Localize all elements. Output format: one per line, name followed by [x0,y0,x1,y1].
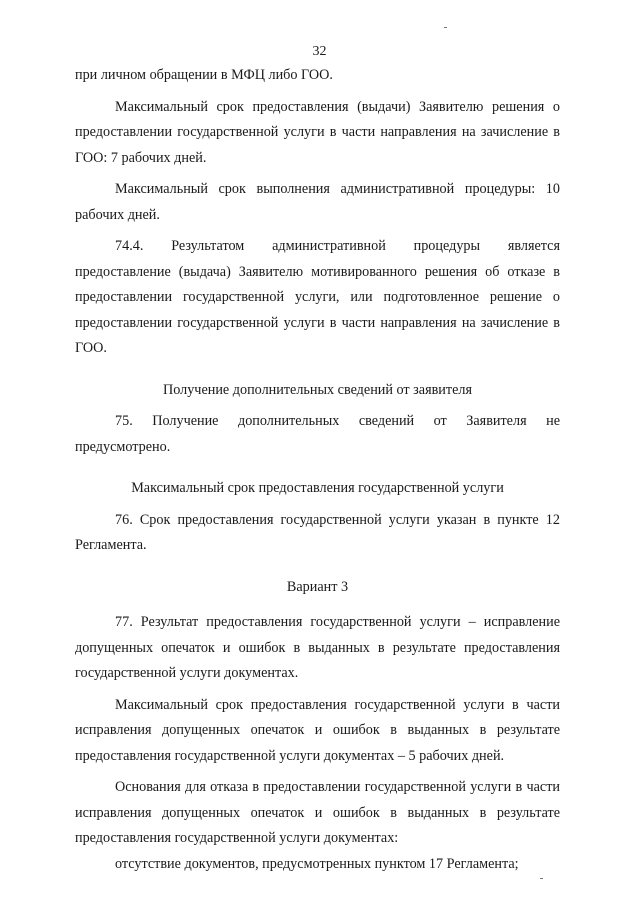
paragraph-8: Максимальный срок предоставления государственной услуги в части исправления допущенных опечаток и ошибок в выданных в результате предоставления государственной услуги документах – 5 рабочих дней. [75,696,560,764]
paragraph-10: отсутствие документов, предусмотренных пунктом 17 Регламента; [115,855,519,872]
paragraph-1: при личном обращении в МФЦ либо ГОО. [75,67,333,83]
paragraph-4: 74.4. Результатом административной процедуры является предоставление (выдача) Заявителю мотивированного решения об отказе в предоставлении государственной услуги, или подготовленное решение о предоставлении государственной услуги в части направления на зачисление в ГОО. [75,238,560,356]
section-heading-variant-3: Вариант 3 [286,578,349,595]
paragraph-5: 75. Получение дополнительных сведений от Заявителя не предусмотрено. [75,413,560,455]
section-heading-max-term: Максимальный срок предоставления государственной услуги [131,480,504,496]
paragraph-3: Максимальный срок выполнения административной процедуры: 10 рабочих дней. [75,181,560,223]
paragraph-7: 77. Результат предоставления государственной услуги – исправление допущенных опечаток и ошибок в выданных в результате предоставления государственной услуги документах. [75,614,560,681]
document-body [75,63,560,877]
scan-mark-bottom [540,878,543,879]
paragraph-9: Основания для отказа в предоставлении государственной услуги в части исправления допущенных опечаток и ошибок в выданных в результате предоставления государственной услуги документах: [75,779,560,846]
paragraph-6: 76. Срок предоставления государственной услуги указан в пункте 12 Регламента. [75,511,560,553]
scan-mark-top [444,27,447,28]
page-number: 32 [312,44,327,59]
paragraph-2: Максимальный срок предоставления (выдачи) Заявителю решения о предоставлении государственной услуги в части направления на зачисление в ГОО: 7 рабочих дней. [75,98,560,166]
section-heading-additional-info: Получение дополнительных сведений от заявителя [162,381,472,398]
